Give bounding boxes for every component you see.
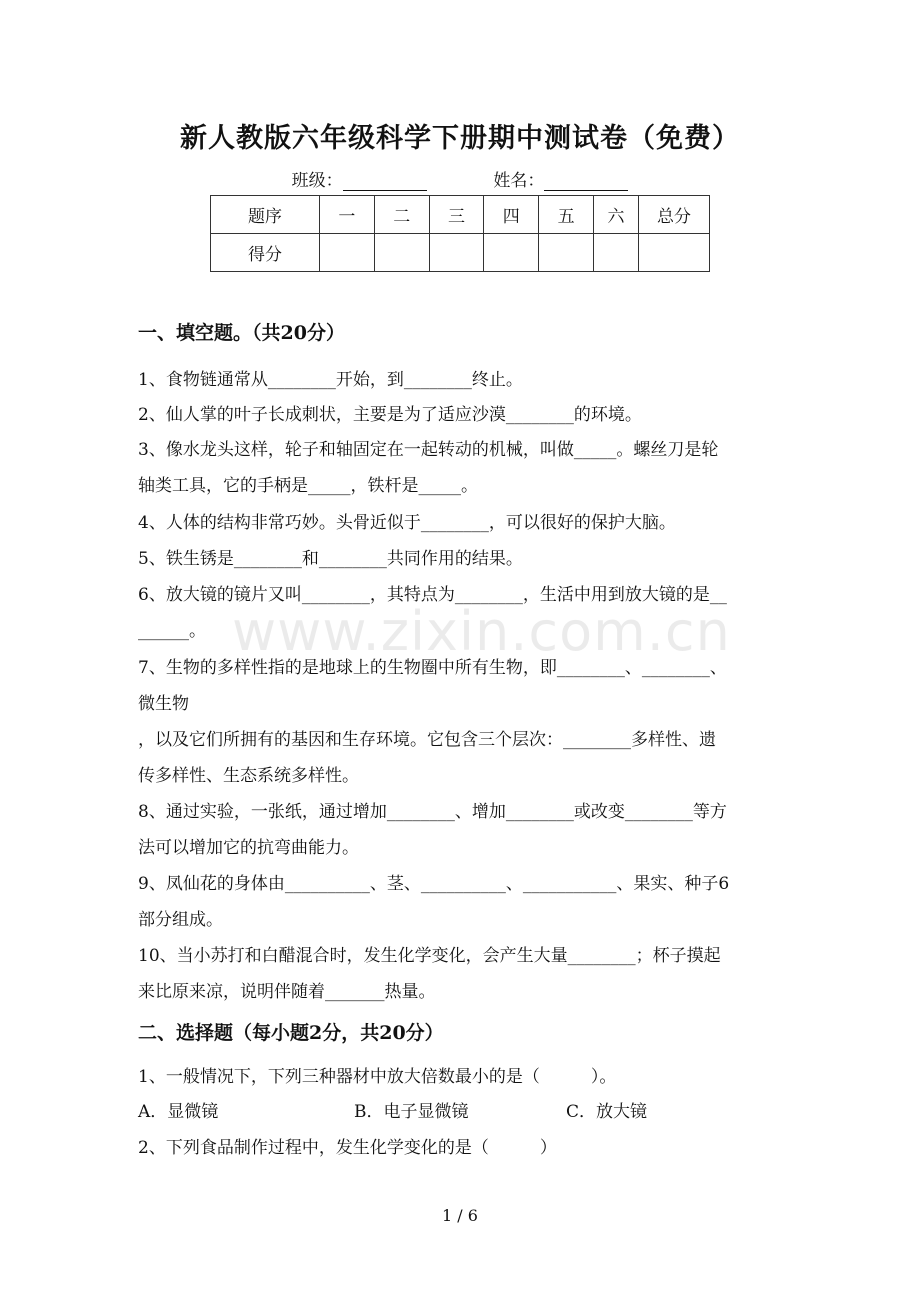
- option-a: A．显微镜: [138, 1102, 219, 1122]
- question-line: 部分组成。: [138, 910, 223, 930]
- header-cell: 二: [374, 196, 429, 234]
- page-number: 1 / 6: [442, 1206, 478, 1225]
- question-line: 法可以增加它的抗弯曲能力。: [138, 838, 359, 858]
- score-cell: [429, 234, 484, 272]
- section-heading-fill-blank: 一、填空题。（共20分）: [138, 322, 345, 344]
- score-cell: [539, 234, 594, 272]
- option-c: C．放大镜: [566, 1102, 648, 1122]
- header-cell: 五: [539, 196, 594, 234]
- score-cell: [594, 234, 639, 272]
- question-line: 来比原来凉，说明伴随着_______热量。: [138, 982, 436, 1002]
- header-cell: 题序: [211, 196, 320, 234]
- option-b: B．电子显微镜: [354, 1102, 469, 1122]
- question-line: 6、放大镜的镜片又叫________，其特点为________，生活中用到放大镜的是__: [138, 585, 727, 605]
- score-table: [210, 195, 710, 272]
- student-info: [0, 166, 920, 191]
- section-heading-multiple-choice: 二、选择题（每小题2分，共20分）: [138, 1022, 444, 1044]
- question-line: 1、一般情况下，下列三种器材中放大倍数最小的是（ ）。: [138, 1067, 617, 1087]
- question-line: 2、仙人掌的叶子长成刺状，主要是为了适应沙漠________的环境。: [138, 405, 642, 425]
- question-line: ______。: [138, 621, 206, 641]
- question-line: 10、当小苏打和白醋混合时，发生化学变化，会产生大量________；杯子摸起: [138, 946, 721, 966]
- question-line: 8、通过实验，一张纸，通过增加________、增加________或改变________等方: [138, 802, 727, 822]
- row-label-cell: 得分: [211, 234, 320, 272]
- page-title: 新人教版六年级科学下册期中测试卷（免费）: [180, 123, 740, 154]
- header-cell: 六: [594, 196, 639, 234]
- question-line: 4、人体的结构非常巧妙。头骨近似于________，可以很好的保护大脑。: [138, 513, 676, 533]
- score-table-header-row: [211, 196, 710, 234]
- header-cell: 一: [320, 196, 375, 234]
- question-line: 传多样性、生态系统多样性。: [138, 766, 359, 786]
- header-cell: 三: [429, 196, 484, 234]
- class-blank: [343, 172, 427, 191]
- score-cell: [374, 234, 429, 272]
- watermark: www.zixin.com.cn: [232, 600, 731, 663]
- question-line: 1、食物链通常从________开始，到________终止。: [138, 370, 523, 390]
- header-cell: 四: [484, 196, 539, 234]
- name-label: 姓名：: [493, 171, 545, 191]
- question-line: 5、铁生锈是________和________共同作用的结果。: [138, 549, 523, 569]
- question-line: 轴类工具，它的手柄是_____，铁杆是_____。: [138, 476, 478, 496]
- question-line: 3、像水龙头这样，轮子和轴固定在一起转动的机械，叫做_____。螺丝刀是轮: [138, 440, 719, 460]
- name-blank: [544, 172, 628, 191]
- score-table-score-row: [211, 234, 710, 272]
- question-line: ，以及它们所拥有的基因和生存环境。它包含三个层次：________多样性、遗: [138, 730, 716, 750]
- question-line: 微生物: [138, 694, 189, 714]
- question-line: 2、下列食品制作过程中，发生化学变化的是（ ）: [138, 1138, 557, 1158]
- score-cell: [639, 234, 710, 272]
- question-line: 9、凤仙花的身体由__________、茎、__________、___________、果实、种子6: [138, 874, 730, 894]
- class-label: 班级：: [291, 171, 343, 191]
- score-cell: [320, 234, 375, 272]
- question-line: 7、生物的多样性指的是地球上的生物圈中所有生物，即________、________、: [138, 658, 727, 678]
- header-cell: 总分: [639, 196, 710, 234]
- score-cell: [484, 234, 539, 272]
